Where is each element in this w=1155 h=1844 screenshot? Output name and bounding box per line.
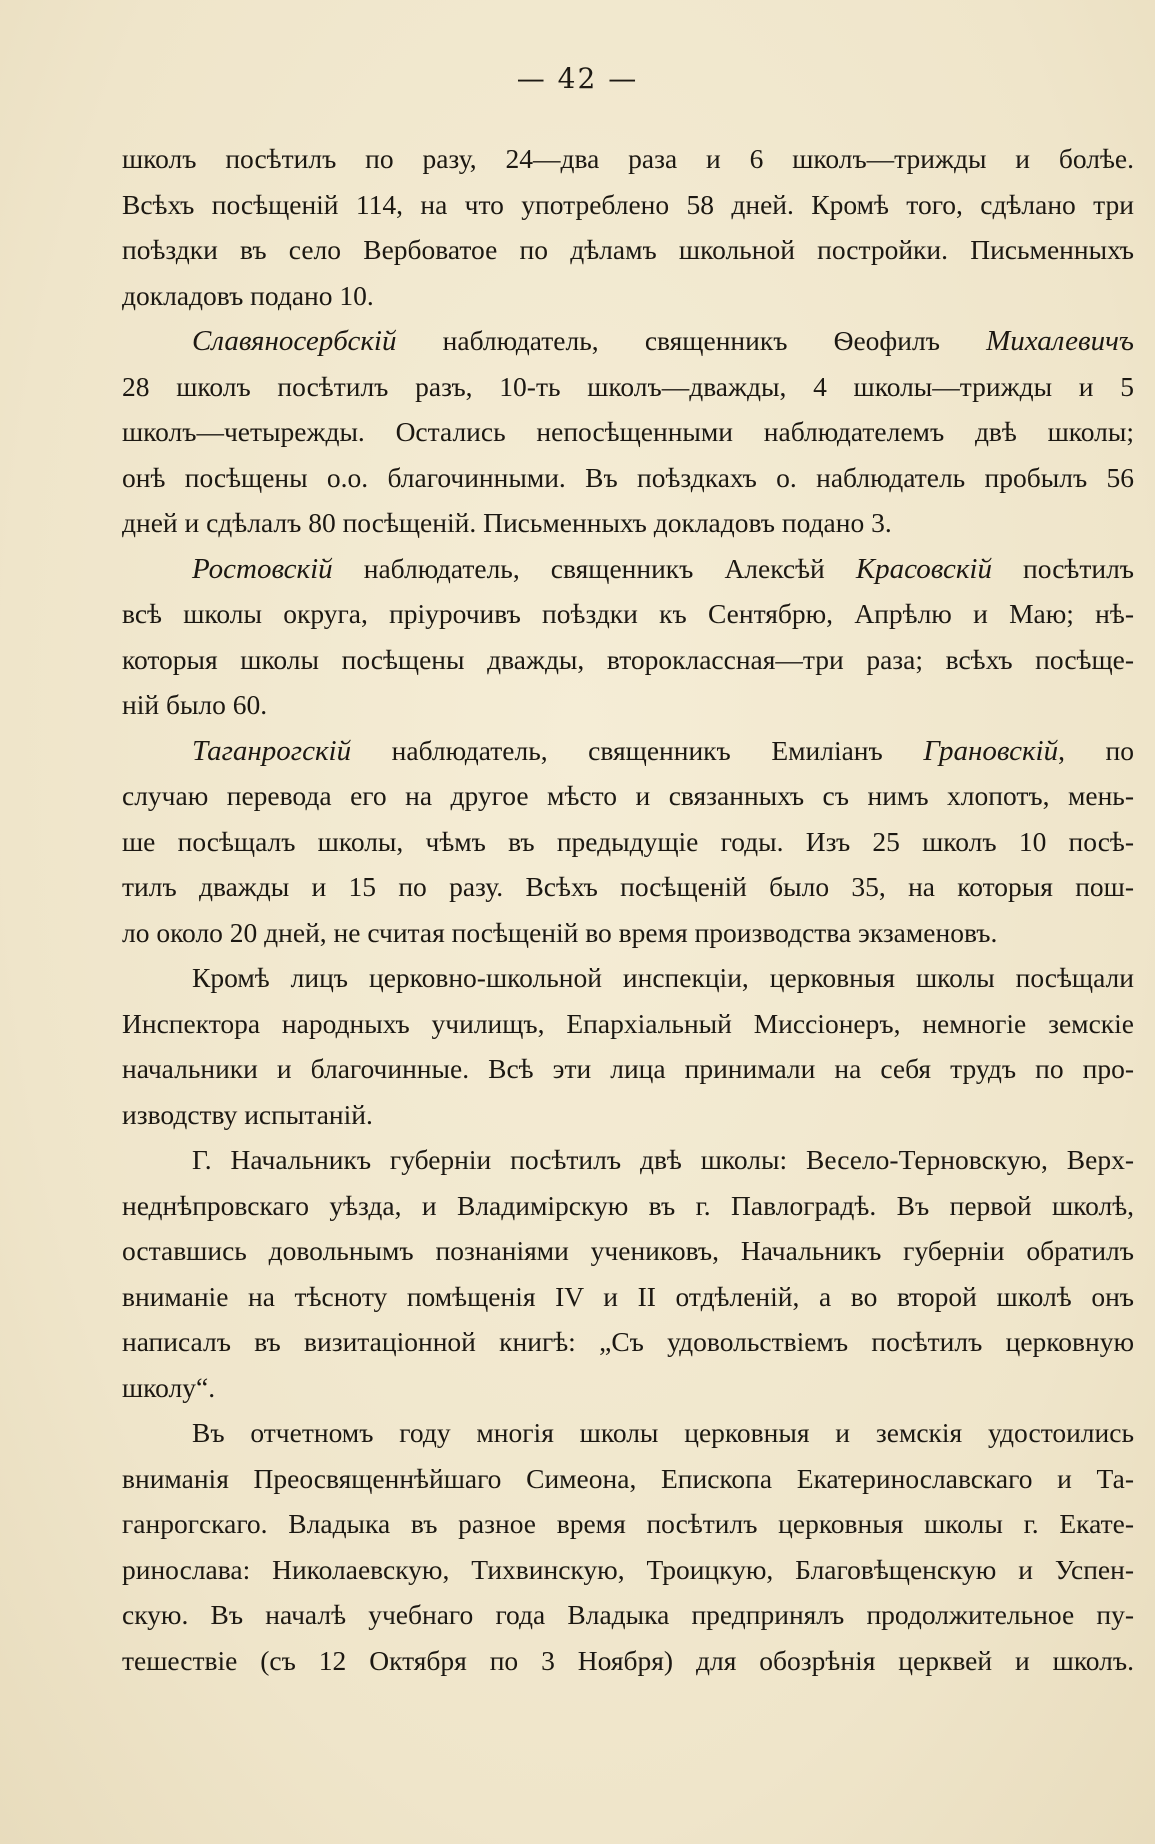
text-line: начальники и благочинные. Всѣ эти лица принимали на себя трудъ по про- — [122, 1053, 1134, 1084]
text-line: онѣ посѣщены о.о. благочинными. Въ поѣздкахъ о. наблюдатель пробылъ 56 — [122, 461, 1134, 493]
line-segment: наблюдатель, священникъ Емиліанъ — [351, 734, 924, 766]
text-line: вниманія Преосвященнѣйшаго Симеона, Епископа Екатеринославскаго и Та- — [122, 1462, 1134, 1494]
text-line — [122, 318, 1134, 364]
text-line: ній было 60. — [122, 689, 268, 720]
text-line: школу“. — [122, 1371, 216, 1403]
italic-name: Михалевичъ — [986, 325, 1134, 357]
text-line: оставшись довольнымъ познаніями учениковъ, Начальникъ губерніи обратилъ — [122, 1235, 1134, 1266]
text-line: дней и сдѣлалъ 80 посѣщеній. Письменныхъ докладовъ подано 3. — [122, 507, 892, 538]
text-line: ганрогскаго. Владыка въ разное время посѣтилъ церковныя школы г. Екате- — [122, 1508, 1134, 1539]
line-segment: посѣтилъ — [991, 552, 1134, 584]
text-line: неднѣпровскаго уѣзда, и Владимірскую въ г. Павлоградѣ. Въ первой школѣ, — [122, 1189, 1134, 1221]
text-line: поѣздки въ село Вербоватое по дѣламъ школьной постройки. Письменныхъ — [122, 234, 1134, 265]
text-line: тешествіе (съ 12 Октября по 3 Ноября) для обозрѣнія церквей и школъ. — [122, 1644, 1134, 1676]
line-segment: наблюдатель, священникъ Алексѣй — [332, 552, 856, 584]
text-line: тилъ дважды и 15 по разу. Всѣхъ посѣщеній было 35, на которыя пош- — [122, 871, 1134, 902]
text-line: Кромѣ лицъ церковно-школьной инспекціи, церковныя школы посѣщали — [192, 962, 1134, 993]
italic-name: Красовскій — [855, 552, 992, 585]
text-line: докладовъ подано 10. — [122, 279, 374, 311]
text-line: Въ отчетномъ году многія школы церковныя и земскія удостоились — [192, 1417, 1134, 1448]
text-line: изводству испытаній. — [122, 1098, 373, 1130]
text-line — [122, 728, 1134, 774]
text-line: Инспектора народныхъ училищъ, Епархіальный Миссіонеръ, немногіе земскіе — [122, 1007, 1134, 1039]
italic-name: Славяносербскій — [192, 325, 397, 357]
text-line: случаю перевода его на другое мѣсто и связанныхъ съ нимъ хлопотъ, мень- — [122, 780, 1134, 811]
text-line: 28 школъ посѣтилъ разъ, 10-ть школъ—дважды, 4 школы—трижды и 5 — [122, 370, 1134, 402]
text-line: написалъ въ визитаціонной книгѣ: „Съ удовольствіемъ посѣтилъ церковную — [122, 1326, 1134, 1357]
text-body — [122, 136, 1134, 1683]
page-number: — 42 — — [516, 62, 639, 95]
text-line: Г. Начальникъ губерніи посѣтилъ двѣ школы: Весело-Терновскую, Верх- — [192, 1144, 1134, 1175]
italic-name: Ростовскій — [192, 552, 333, 585]
text-line — [122, 546, 1134, 592]
text-line: ло около 20 дней, не считая посѣщеній во время производства экзаменовъ. — [122, 916, 998, 948]
text-line: ринослава: Николаевскую, Тихвинскую, Троицкую, Благовѣщенскую и Успен- — [122, 1553, 1134, 1585]
text-line: школъ—четырежды. Остались непосѣщенными наблюдателемъ двѣ школы; — [122, 416, 1134, 447]
text-line: Всѣхъ посѣщеній 114, на что употреблено 58 дней. Кромѣ того, сдѣлано три — [122, 188, 1134, 220]
line-segment: , по — [1058, 734, 1134, 766]
text-line: скую. Въ началѣ учебнаго года Владыка предпринялъ продолжительное пу- — [122, 1599, 1134, 1630]
italic-name: Грановскій — [923, 734, 1059, 767]
text-line: вниманіе на тѣсноту помѣщенія IV и II отдѣленій, а во второй школѣ онъ — [122, 1280, 1134, 1312]
text-line: школъ посѣтилъ по разу, 24—два раза и 6 школъ—трижды и болѣе. — [122, 143, 1134, 174]
text-line: которыя школы посѣщены дважды, второклассная—три раза; всѣхъ посѣще- — [122, 643, 1134, 675]
line-segment: наблюдатель, священникъ Ѳеофилъ — [396, 325, 987, 356]
text-line: всѣ школы округа, пріурочивъ поѣздки къ Сентябрю, Апрѣлю и Маю; нѣ- — [122, 598, 1134, 629]
text-line: ше посѣщалъ школы, чѣмъ въ предыдущіе годы. Изъ 25 школъ 10 посѣ- — [122, 825, 1134, 857]
italic-name: Таганрогскій — [192, 734, 352, 767]
